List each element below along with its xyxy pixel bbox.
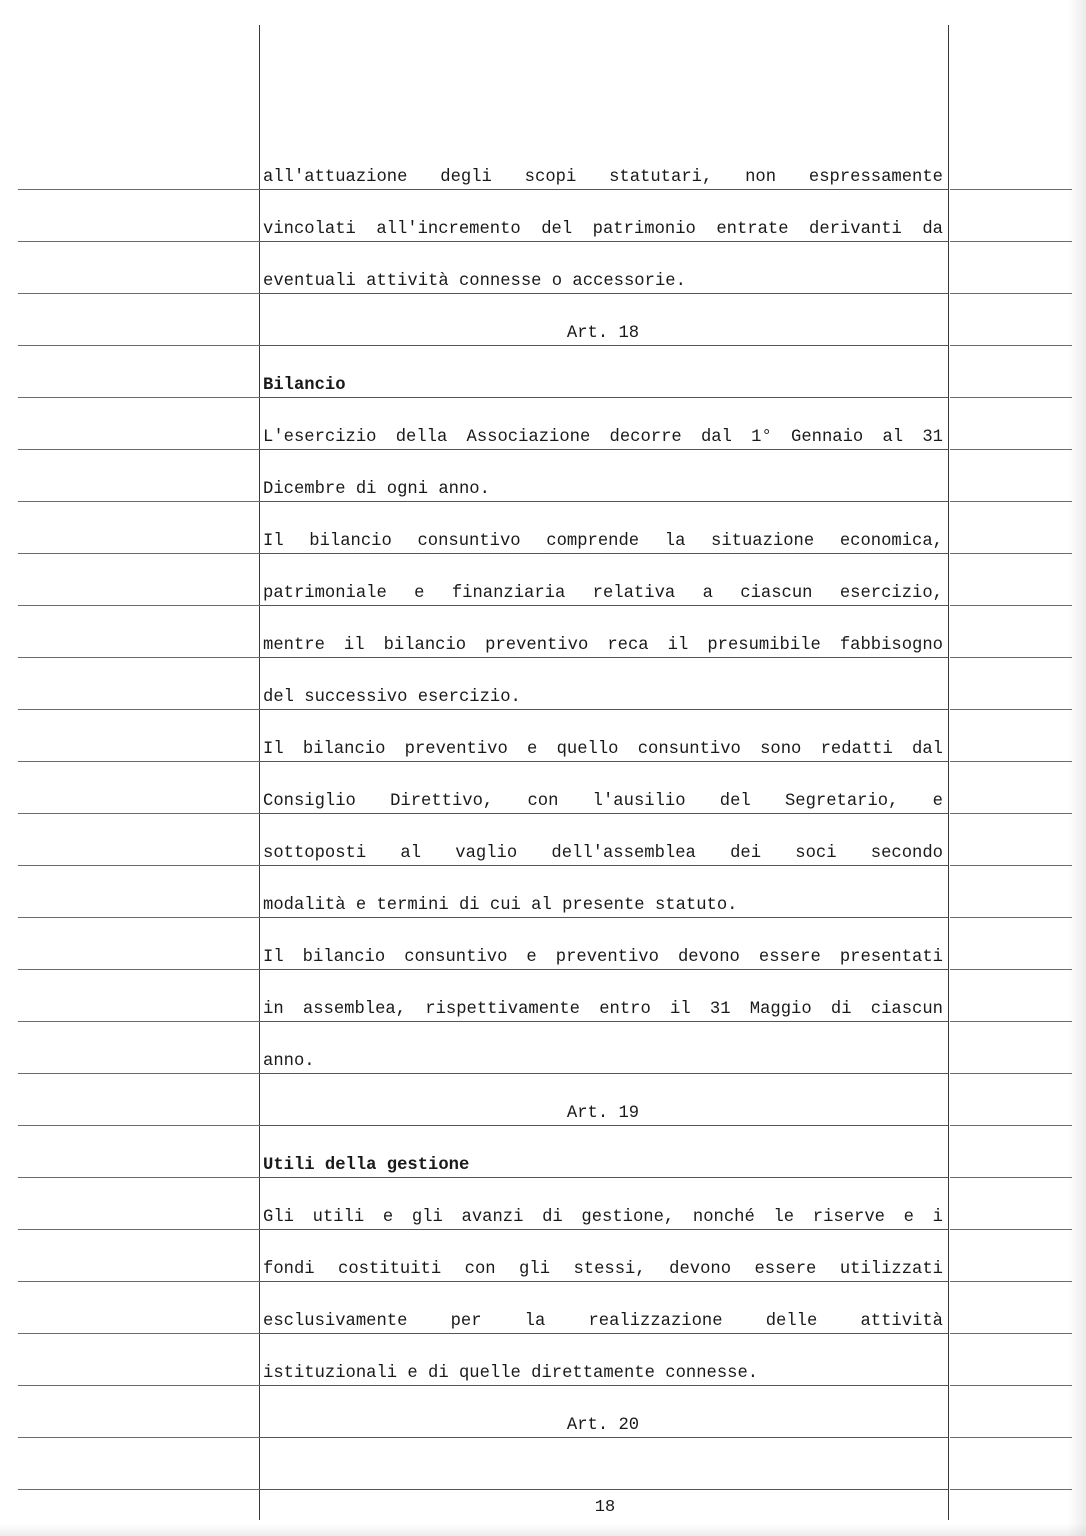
left-margin-line bbox=[259, 25, 260, 1520]
text-line: patrimoniale e finanziaria relativa a ciascun esercizio, bbox=[263, 584, 943, 603]
text-line: in assemblea, rispettivamente entro il 31 Maggio di ciascun bbox=[263, 1000, 943, 1019]
ruled-line-left bbox=[18, 865, 260, 866]
ruled-line-right bbox=[950, 1333, 1072, 1334]
text-line: istituzionali e di quelle direttamente connesse. bbox=[263, 1364, 759, 1383]
ruled-line-main bbox=[260, 1489, 948, 1490]
ruled-line-right bbox=[950, 1125, 1072, 1126]
text-line: Gli utili e gli avanzi di gestione, nonché le riserve e i bbox=[263, 1208, 943, 1227]
ruled-line-left bbox=[18, 189, 260, 190]
ruled-line-right bbox=[950, 1073, 1072, 1074]
ruled-line-right bbox=[950, 657, 1072, 658]
ruled-line-right bbox=[950, 813, 1072, 814]
ruled-line-left bbox=[18, 1437, 260, 1438]
ruled-line-right bbox=[950, 1281, 1072, 1282]
text-line: sottoposti al vaglio dell'assemblea dei soci secondo bbox=[263, 844, 943, 863]
article-heading: Art. 18 bbox=[566, 324, 640, 343]
text-line: Il bilancio preventivo e quello consuntivo sono redatti dal bbox=[263, 740, 943, 759]
ruled-line-left bbox=[18, 553, 260, 554]
text-line: Il bilancio consuntivo e preventivo devono essere presentati bbox=[263, 948, 943, 967]
ruled-line-left bbox=[18, 1125, 260, 1126]
ruled-line-left bbox=[18, 449, 260, 450]
section-title: Utili della gestione bbox=[263, 1156, 470, 1175]
ruled-line-right bbox=[950, 397, 1072, 398]
ruled-line-right bbox=[950, 1177, 1072, 1178]
ruled-line-right bbox=[950, 501, 1072, 502]
text-line: Dicembre di ogni anno. bbox=[263, 480, 490, 499]
ruled-line-right bbox=[950, 345, 1072, 346]
ruled-line-right bbox=[950, 1385, 1072, 1386]
ruled-line-left bbox=[18, 709, 260, 710]
ruled-line-left bbox=[18, 293, 260, 294]
ruled-line-right bbox=[950, 449, 1072, 450]
text-line: all'attuazione degli scopi statutari, non espressamente bbox=[263, 168, 943, 187]
ruled-line-right bbox=[950, 1021, 1072, 1022]
ruled-line-left bbox=[18, 1229, 260, 1230]
ruled-line-left bbox=[18, 605, 260, 606]
ruled-line-left bbox=[18, 761, 260, 762]
ruled-line-right bbox=[950, 1229, 1072, 1230]
text-line: modalità e termini di cui al presente statuto. bbox=[263, 896, 738, 915]
text-line: Il bilancio consuntivo comprende la situazione economica, bbox=[263, 532, 943, 551]
ruled-line-right bbox=[950, 605, 1072, 606]
ruled-line-right bbox=[950, 969, 1072, 970]
text-line: vincolati all'incremento del patrimonio entrate derivanti da bbox=[263, 220, 943, 239]
ruled-line-left bbox=[18, 813, 260, 814]
scan-bottom-shadow bbox=[0, 1524, 1086, 1536]
text-line: L'esercizio della Associazione decorre dal 1° Gennaio al 31 bbox=[263, 428, 943, 447]
ruled-line-right bbox=[950, 1437, 1072, 1438]
right-margin-line bbox=[948, 25, 949, 1520]
ruled-line-left bbox=[18, 345, 260, 346]
ruled-line-left bbox=[18, 969, 260, 970]
text-line: esclusivamente per la realizzazione delle attività bbox=[263, 1312, 943, 1331]
ruled-line-left bbox=[18, 1333, 260, 1334]
text-line: anno. bbox=[263, 1052, 315, 1071]
section-title: Bilancio bbox=[263, 376, 346, 395]
ruled-line-left bbox=[18, 1177, 260, 1178]
text-line: del successivo esercizio. bbox=[263, 688, 521, 707]
ruled-line-left bbox=[18, 501, 260, 502]
text-line: Consiglio Direttivo, con l'ausilio del Segretario, e bbox=[263, 792, 943, 811]
ruled-line-right bbox=[950, 761, 1072, 762]
ruled-line-right bbox=[950, 553, 1072, 554]
ruled-line-left bbox=[18, 1281, 260, 1282]
ruled-line-right bbox=[950, 917, 1072, 918]
ruled-line-right bbox=[950, 709, 1072, 710]
ruled-line-right bbox=[950, 293, 1072, 294]
ruled-line-right bbox=[950, 241, 1072, 242]
ruled-line-left bbox=[18, 1385, 260, 1386]
ruled-line-right bbox=[950, 1489, 1072, 1490]
ruled-line-left bbox=[18, 1073, 260, 1074]
ruled-line-right bbox=[950, 865, 1072, 866]
text-line: fondi costituiti con gli stessi, devono essere utilizzati bbox=[263, 1260, 943, 1279]
ruled-line-left bbox=[18, 1021, 260, 1022]
ruled-line-right bbox=[950, 189, 1072, 190]
article-heading: Art. 19 bbox=[566, 1104, 640, 1123]
ruled-line-left bbox=[18, 241, 260, 242]
scan-edge-shadow bbox=[1068, 0, 1086, 1536]
ruled-line-left bbox=[18, 1489, 260, 1490]
page-number: 18 bbox=[594, 1498, 616, 1517]
ruled-line-left bbox=[18, 917, 260, 918]
text-line: mentre il bilancio preventivo reca il presumibile fabbisogno bbox=[263, 636, 943, 655]
ruled-line-left bbox=[18, 397, 260, 398]
article-heading: Art. 20 bbox=[566, 1416, 640, 1435]
ruled-line-left bbox=[18, 657, 260, 658]
text-line: eventuali attività connesse o accessorie. bbox=[263, 272, 686, 291]
